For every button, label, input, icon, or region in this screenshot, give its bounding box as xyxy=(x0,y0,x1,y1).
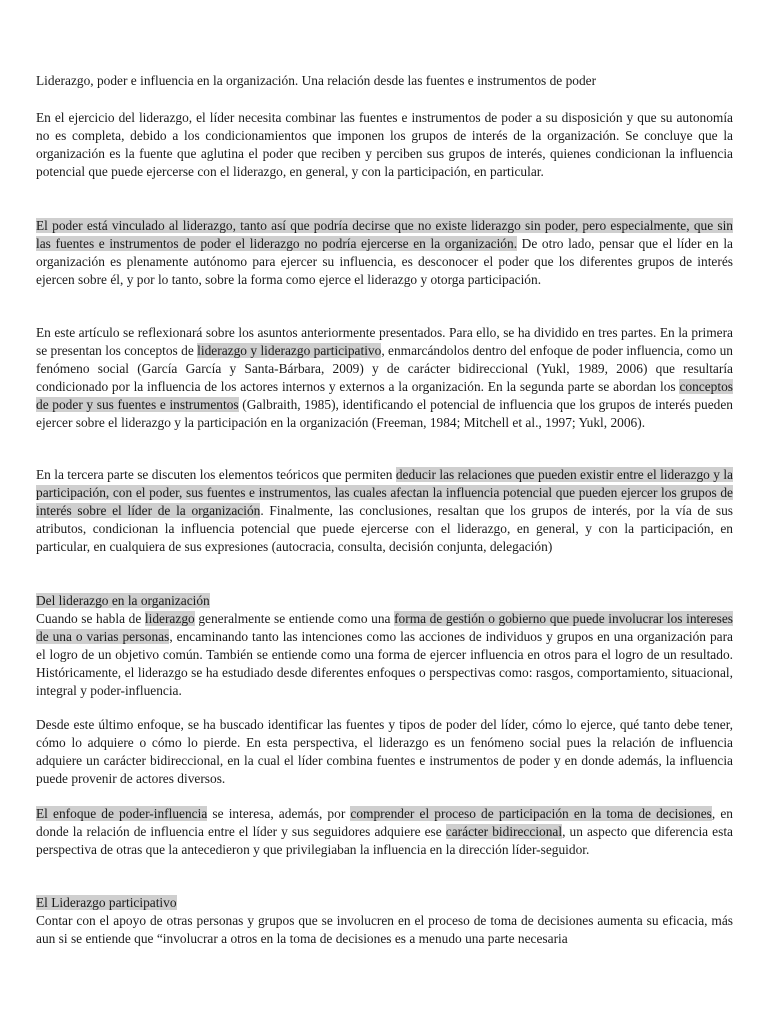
text-run: , un aspecto que diferencia esta perspectiva de otras que la antecedieron y que privilegiaban la influencia en la dirección líder-seguidor. xyxy=(36,823,733,857)
paragraph-enfoque: Desde este último enfoque, se ha buscado identificar las fuentes y tipos de poder del líder, cómo lo ejerce, qué tanto debe tener, cómo lo adquiere o cómo lo pierde. En esta perspectiva, el liderazgo es un fenómeno social pues la relación de influencia adquiere un carácter bidireccional, en la cual el líder combina fuentes e instrumentos de poder y en donde además, la influencia puede provenir de actores diversos. xyxy=(36,717,733,786)
highlight: liderazgo xyxy=(144,611,195,626)
paragraph-intro: En el ejercicio del liderazgo, el líder necesita combinar las fuentes e instrumentos de poder a su disposición y que su autonomía no es completa, debido a los condicionamientos que imponen los grupos de interés de la organización. Se concluye que la organización es la fuente que aglutina el poder que reciben y perciben sus grupos de interés, quienes condicionan la influencia potencial que puede ejercerse con el liderazgo, en general, y con la participación, en particular. xyxy=(36,110,733,179)
text-run: , en donde la relación de influencia entre el líder y sus seguidores adquiere ese xyxy=(36,806,733,839)
highlight: El Liderazgo participativo xyxy=(36,895,177,910)
text-run: En la tercera parte se discuten los elementos teóricos que permiten xyxy=(36,467,396,482)
highlight: liderazgo y liderazgo participativo xyxy=(197,342,382,358)
text-run: De otro lado, pensar que el líder en la organización es plenamente autónomo para ejercer su influencia, es desconocer el poder que los diferentes grupos de interés ejercen sobre él, y por lo tanto, sobre la forma como ejerce el liderazgo y otorga participación. xyxy=(36,235,733,287)
text-run: . Finalmente, las conclusiones, resaltan que los grupos de interés, por la vía de sus atributos, condicionan la influencia potencial que puede ejercerse con el liderazgo, en general, y con la participación, en particular, en cualquiera de sus expresiones (autocracia, consulta, decisión conjunta, delegación) xyxy=(36,502,733,554)
document-title: Liderazgo, poder e influencia en la organización. Una relación desde las fuentes e instrumentos de poder xyxy=(36,73,597,88)
highlight: deducir las relaciones que pueden existir entre el liderazgo y la participación, con el poder, sus fuentes e instrumentos, las cuales afectan la influencia potencial que pueden ejercer los grupos de interés sobre el líder de la organización xyxy=(36,467,733,518)
paragraph-articulo xyxy=(36,324,733,431)
highlight: El poder está vinculado al liderazgo, tanto así que podría decirse que no existe liderazgo sin poder, pero especialmente, que sin las fuentes e instrumentos de poder el liderazgo no podría ejercerse en la organización. xyxy=(36,218,733,251)
text-run: , enmarcándolos dentro del enfoque de poder influencia, como un fenómeno social (García García y Santa-Bárbara, 2009) y de carácter bidireccional (Yukl, 1989, 2006) que resultaría condicionado por la influencia de los actores internos y externos a la organización. En la segunda parte se abordan los xyxy=(36,342,733,394)
text-run: , encaminando tanto las intenciones como las acciones de individuos y grupos en una organización para el logro de un objetivo común. También se entiende como una forma de ejercer influencia en otros para el logro de un resultado. Históricamente, el liderazgo se ha estudiado desde diferentes enfoques o perspectivas como: rasgos, comportamiento, situacional, integral y poder-influencia. xyxy=(36,628,733,698)
highlight: comprender el proceso de participación en la toma de decisiones xyxy=(350,806,712,821)
paragraph-poder-influencia xyxy=(36,805,733,859)
text-run: En este artículo se reflexionará sobre los asuntos anteriormente presentados. Para ello, se ha dividido en tres partes. En la primera se presentan los conceptos de xyxy=(36,325,733,358)
section-heading-participativo xyxy=(36,894,733,912)
paragraph-participativo: Contar con el apoyo de otras personas y grupos que se involucren en el proceso de toma de decisiones aumenta su eficacia, más aun si se entiende que “involucrar a otros en la toma de decisiones es a menudo una parte necesaria xyxy=(36,913,733,946)
section-heading-liderazgo xyxy=(36,592,733,610)
text-run: Cuando se habla de xyxy=(36,611,145,626)
paragraph-tercera-parte xyxy=(36,466,733,556)
text-run: se interesa, además, por xyxy=(207,806,351,821)
paragraph-poder xyxy=(36,217,733,289)
highlight: carácter bidireccional xyxy=(445,823,563,839)
highlight: forma de gestión o gobierno que puede involucrar los intereses de una o varias personas xyxy=(36,611,733,644)
highlight: Del liderazgo en la organización xyxy=(36,593,210,608)
highlight: El enfoque de poder-influencia xyxy=(36,806,208,821)
paragraph-definicion xyxy=(36,610,733,700)
text-run: (Galbraith, 1985), identificando el potencial de influencia que los grupos de interés pueden ejercer sobre el liderazgo y la participación en la organización (Freeman, 1984; Mitchell et al., 1997; Yukl, 2006). xyxy=(36,396,733,430)
text-run: generalmente se entiende como una xyxy=(194,611,395,626)
highlight: conceptos de poder y sus fuentes e instrumentos xyxy=(36,378,733,412)
